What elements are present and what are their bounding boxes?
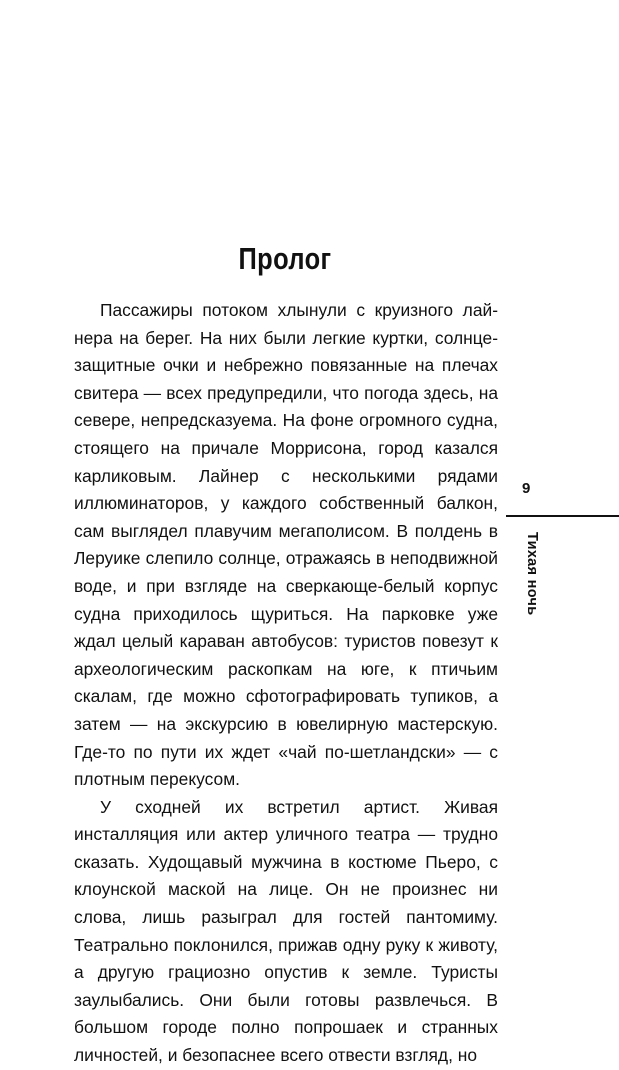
paragraph: У сходней их встретил артист. Живая инсталляция или актер уличного театра — трудно сказать. Худощавый мужчина в костюме Пьеро, с клоунской маской на лице. Он не произнес ни слова, лишь разыграл для гостей пантомиму. Театрально поклонился, прижав одну руку к животу, а другую грациозно опустив к земле. Туристы заулыбались. Они были готовы развлечься. В большом городе полно попрошаек и странных личностей, и безопаснее всего отвести взгляд, но xyxy=(74,796,498,1066)
running-title: Тихая ночь xyxy=(524,532,540,616)
header-divider xyxy=(506,515,619,517)
body-text xyxy=(74,297,498,1070)
paragraph: Пассажиры потоком хлынули с круизного лайнера на берег. На них были легкие куртки, солнцезащитные очки и небрежно повязанные на плечах свитера — всех предупредили, что погода здесь, на севере, непредсказуема. На фоне огромного судна, стоящего на причале Моррисона, город казался карликовым. Лайнер с несколькими рядами иллюминаторов, у каждого собственный балкон, сам выглядел плавучим мегаполисом. В полдень в Леруике слепило солнце, отражаясь в неподвижной воде, и при взгляде на сверкающе-белый корпус судна приходилось щуриться. На парковке уже ждал целый караван автобусов: туристов повезут к археологическим раскопкам на юге, к птичьим скалам, где можно сфотографировать тупиков, а затем — на экскурсию в ювелирную мастерскую. Где-то по пути их ждет «чай по-шетландски» — с плотным перекусом. xyxy=(74,300,498,790)
chapter-title: Пролог xyxy=(238,241,332,276)
page-number: 9 xyxy=(522,480,531,497)
